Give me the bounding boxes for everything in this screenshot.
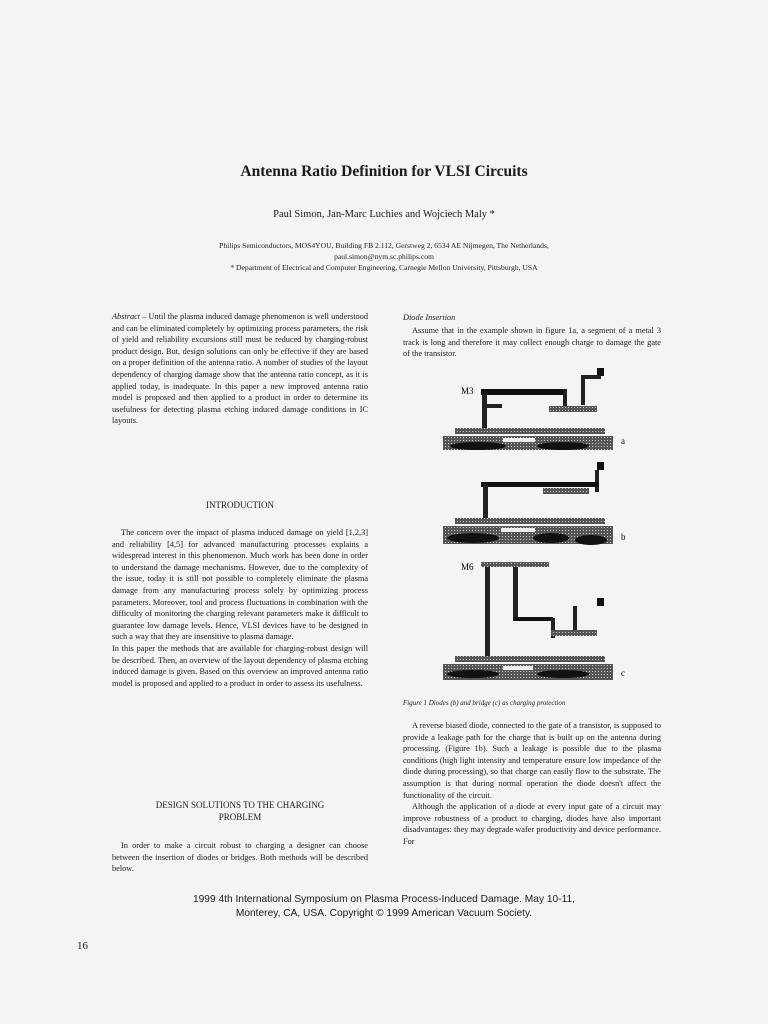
design-solutions-heading-line-2: PROBLEM (218, 812, 262, 822)
footer-line-1: 1999 4th International Symposium on Plasma Process-Induced Damage. May 10-11, (192, 894, 576, 905)
design-solutions-heading-line-1: DESIGN SOLUTIONS TO THE CHARGING (155, 800, 325, 810)
figure-1-caption: Figure 1 Diodes (b) and bridge (c) as charging protection (403, 699, 566, 707)
diffusion-b-left (447, 533, 499, 543)
via-b-1 (595, 470, 599, 492)
diode-insertion-paragraph-2: A reverse biased diode, connected to the gate of a transistor, is supposed to provide a leakage path for the charge that is built up on the antenna during processing. (Figure 1b). Such a leakage is possible due to the plasma conditions (high light intensity and temperature ensure low impedance of the diode during processing), so that charge can easily flow to the substrate. The assumption is that during normal operation the diode doesn't affect the functionality of the circuit. (403, 721, 661, 800)
pad-b (597, 462, 604, 470)
gate-oxide-a (503, 438, 535, 442)
diode-insertion-paragraph-3: Although the application of a diode at every input gate of a circuit may improve robustness of a product to charging, diodes have also important disadvantages: they may degrade wafer productivity and device performance. For (403, 802, 661, 846)
diffusion-a-left (450, 442, 506, 450)
figure-1 (403, 362, 661, 692)
figure-label-b: b (621, 532, 626, 542)
abstract-text: – Until the plasma induced damage phenomenon is well understood and can be eliminated completely by optimizing process parameters, the risk of yield and reliability excursions still must be reduced by charging-robust product design. But, design solutions can only be effective if they are based on a proper definition of the antenna ratio. A number of studies of the layout dependency of charging damage show that the antenna ratio concept, as it is applied today, is inadequate. In this paper a new improved antenna ratio model is proposed and then applied to a product in order to determine its usefulness for detecting plasma etching induced damage conditions in IC layouts. (112, 312, 368, 426)
gate-oxide-c (503, 666, 533, 670)
abstract-label: Abstract (112, 312, 141, 321)
diffusion-a-right (537, 442, 589, 450)
via-a-stack (482, 394, 487, 432)
gate-oxide-b (501, 528, 535, 532)
bridge-c (513, 617, 553, 621)
via-c-stack-mid (513, 567, 518, 621)
diode-insertion-body (403, 720, 661, 848)
author-list: Paul Simon, Jan-Marc Luchies and Wojciech Maly * (273, 209, 495, 220)
figure-label-m6: M6 (461, 562, 474, 572)
metal-a-left (482, 404, 502, 408)
introduction-body (112, 527, 368, 689)
diffusion-c-left (447, 670, 499, 678)
poly-a (455, 428, 605, 434)
via-a-1 (581, 375, 585, 405)
design-solutions-paragraph-1: In order to make a circuit robust to charging a designer can choose between the insertion of diodes or bridges. Both methods will be described below. (112, 841, 368, 874)
via-b-stack (483, 484, 488, 522)
footer-line-2: Monterey, CA, USA. Copyright © 1999 American Vacuum Society. (235, 907, 533, 919)
figure-1-diagram (403, 362, 661, 692)
poly-b (455, 518, 605, 524)
poly-c (455, 656, 605, 662)
metal-c-right (551, 630, 597, 636)
metal-a-right (549, 406, 597, 412)
introduction-paragraph-2: In this paper the methods that are available for charging-robust design will be described. Then, an overview of the layout dependency of plasma etching induced damage is given. Based on this overview an improved antenna ratio model is proposed and applied to a product in order to assess its usefulness. (112, 643, 368, 688)
author-email: paul.simon@nym.sc.philips.com (334, 252, 434, 261)
design-solutions-body (112, 840, 368, 875)
section-heading-design-solutions (112, 799, 368, 823)
via-c-pad (573, 606, 577, 632)
diffusion-c-right (537, 670, 589, 678)
figure-label-m3: M3 (461, 386, 474, 396)
affiliation-1: Philips Semiconductors, MOS4YOU, Building FB 2.112, Gerstweg 2, 6534 AE Nijmegen, The Netherlands, (219, 241, 549, 250)
panel-c (443, 562, 613, 680)
subheading-diode-insertion: Diode Insertion (403, 313, 456, 322)
abstract (112, 311, 368, 427)
metal6-track (481, 562, 549, 567)
diode-insertion-intro (403, 325, 661, 360)
figure-label-a: a (621, 436, 625, 446)
pad-c (597, 598, 604, 606)
pad-a (597, 368, 604, 376)
metal-b-right (543, 488, 589, 494)
metal3-track-left (481, 389, 531, 395)
diode-insertion-paragraph-1: Assume that in the example shown in figure 1a, a segment of a metal 3 track is long and therefore it may collect enough charge to damage the gate of the transistor. (403, 326, 661, 359)
diode-b (575, 535, 607, 545)
track-b (481, 482, 599, 487)
paper-title: Antenna Ratio Definition for VLSI Circuits (240, 163, 528, 180)
affiliation-2: * Department of Electrical and Computer Engineering, Carnegie Mellon University, Pittsburgh, USA (230, 263, 538, 272)
page-number: 16 (77, 940, 88, 952)
conference-footer (0, 893, 768, 920)
via-c-stack-left (485, 567, 490, 657)
introduction-paragraph-1: The concern over the impact of plasma induced damage on yield [1,2,3] and reliability [4,5] for advanced manufacturing processes explains a widespread interest in this phenomenon. Much work has been done in order to understand the damage mechanisms. However, due to the complexity of the issue, today it is still not possible to completely eliminate the plasma damage from any manufacturing process solely by optimizing process parameters. Moreover, tool and process fluctuations in combination with the difficulty of monitoring the charging relevant parameters make it difficult to guarantee low damage levels. Hence, VLSI devices have to be designed in such a way that they are insensitive to plasma damage. (112, 528, 368, 642)
panel-a (443, 368, 613, 450)
panel-b (443, 462, 613, 545)
diffusion-b-mid (533, 533, 569, 543)
figure-label-c: c (621, 668, 625, 678)
section-heading-introduction: INTRODUCTION (206, 500, 274, 510)
metal3-track-right (527, 389, 567, 395)
track-a-top (583, 375, 601, 379)
affiliations (80, 240, 688, 273)
